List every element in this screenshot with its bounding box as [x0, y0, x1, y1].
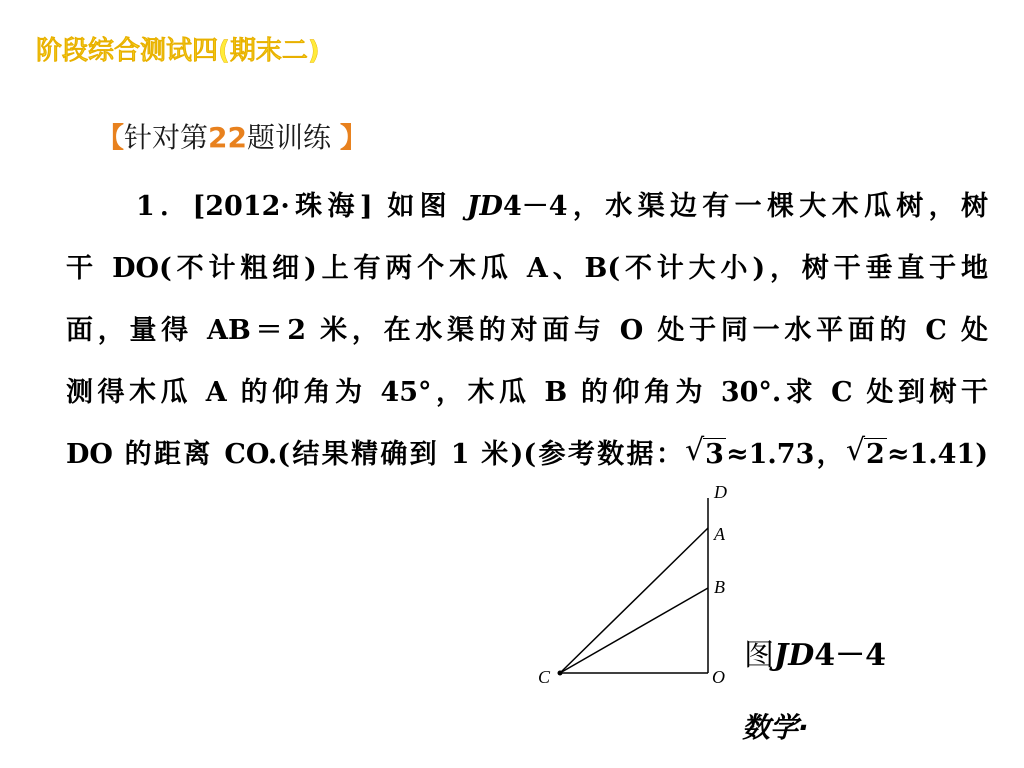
problem-line-2: 干 DO(不计粗细)上有两个木瓜 A、B(不计大小)，树干垂直于地 [66, 253, 988, 284]
bracket-close: 】 [339, 121, 368, 154]
point-c-dot [558, 671, 563, 676]
figure-caption-b: JD [774, 638, 815, 673]
figure-caption [744, 630, 886, 674]
sqrt-3 [685, 424, 726, 486]
label-c: C [538, 667, 551, 687]
label-b: B [714, 577, 725, 597]
bracket-open: 【 [96, 121, 125, 154]
problem-text [66, 176, 988, 486]
sqrt-2 [846, 424, 887, 486]
label-a: A [714, 524, 725, 544]
problem-line-1-a: 1．[2012·珠海] 如图 [136, 191, 467, 222]
radical-sign-icon: √ [846, 433, 866, 468]
problem-line-5-b: ≈1.73， [725, 439, 847, 470]
problem-line-5 [66, 424, 988, 486]
problem-line-1-c: 4－4，水渠边有一棵大木瓜树，树 [502, 191, 988, 222]
figure-caption-c: 4－4 [814, 638, 886, 673]
problem-line-5-c: ≈1.41) [886, 439, 988, 470]
problem-line-1 [66, 176, 988, 238]
sqrt-2-arg: 2 [866, 439, 885, 470]
problem-line-5-a: DO 的距离 CO.(结果精确到 1 米)(参考数据： [66, 439, 686, 470]
radical-sign-icon: √ [685, 433, 705, 468]
page-title: 阶段综合测试四(期末二) [36, 36, 320, 66]
section-heading [96, 116, 368, 156]
label-o: O [712, 667, 725, 687]
heading-question-number: 22 [208, 121, 247, 154]
heading-label-pre: 针对第 [124, 121, 209, 154]
sqrt-3-arg: 3 [705, 439, 724, 470]
heading-label-post: 题训练 [247, 121, 340, 154]
problem-figure-ref: JD [466, 191, 503, 222]
subject-footer: 数学· [742, 711, 809, 744]
figure-caption-a: 图 [744, 638, 774, 673]
problem-line-4: 测得木瓜 A 的仰角为 45°，木瓜 B 的仰角为 30°.求 C 处到树干 [66, 377, 988, 408]
problem-line-3: 面，量得 AB＝2 米，在水渠的对面与 O 处于同一水平面的 C 处 [66, 315, 988, 346]
geometry-figure [530, 478, 750, 693]
label-d: D [714, 482, 727, 502]
